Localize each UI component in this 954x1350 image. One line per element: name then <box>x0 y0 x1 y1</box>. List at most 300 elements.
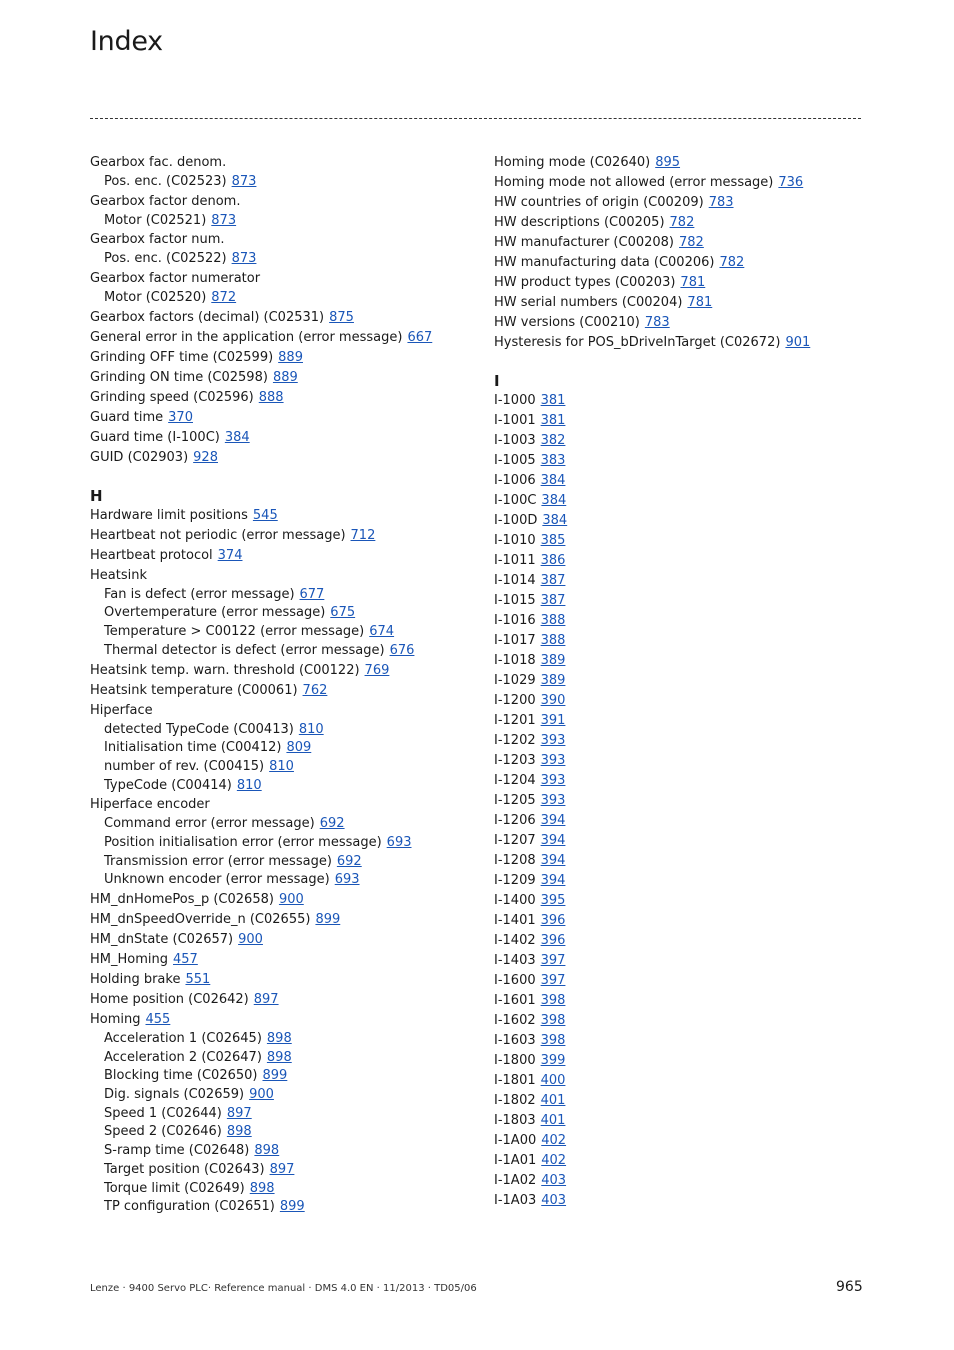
index-entry-text: I-1401 <box>494 913 536 928</box>
index-entry-text: HW manufacturer (C00208) <box>494 235 675 250</box>
index-entry-text: HW versions (C00210) <box>494 315 640 330</box>
page-link[interactable]: 693 <box>386 834 412 850</box>
page-link[interactable]: 374 <box>217 547 243 563</box>
index-subentry <box>90 721 480 740</box>
index-entry-text: Thermal detector is defect (error message) <box>104 642 385 658</box>
page-link[interactable]: 390 <box>540 693 566 708</box>
page-link[interactable]: 873 <box>231 251 257 267</box>
index-entry-text: Gearbox factor num. <box>90 232 225 248</box>
page-link[interactable]: 401 <box>540 1093 566 1108</box>
index-entry-text: Heatsink temp. warn. threshold (C00122) <box>90 662 360 678</box>
index-entry-text: Homing mode not allowed (error message) <box>494 175 774 190</box>
index-entry-text: Acceleration 1 (C02645) <box>104 1031 262 1046</box>
index-entry <box>90 950 480 970</box>
page-link[interactable]: 385 <box>540 533 566 548</box>
page-link[interactable]: 381 <box>540 413 566 428</box>
index-entry <box>494 571 874 591</box>
page-link[interactable]: 873 <box>231 174 257 189</box>
index-subentry <box>90 1067 480 1086</box>
page-link[interactable]: 781 <box>680 275 706 290</box>
page-link[interactable]: 899 <box>315 912 341 927</box>
index-entry <box>494 931 874 951</box>
page-link[interactable]: 901 <box>785 335 811 350</box>
index-entry-text: I-1209 <box>494 873 536 888</box>
index-entry-text: Command error (error message) <box>104 816 315 832</box>
index-entry-text: TypeCode (C00414) <box>104 777 232 793</box>
page-link[interactable]: 781 <box>687 295 713 310</box>
page-link[interactable]: 388 <box>540 613 566 628</box>
page-link[interactable]: 382 <box>540 433 566 448</box>
page-title: Index <box>90 26 163 57</box>
page-link[interactable]: 384 <box>224 429 250 445</box>
page-link[interactable]: 769 <box>364 662 390 678</box>
index-entry-text: TP configuration (C02651) <box>104 1199 275 1215</box>
page-link[interactable]: 782 <box>719 255 745 270</box>
index-entry <box>90 526 480 546</box>
index-entry-text: Pos. enc. (C02522) <box>104 251 227 267</box>
page-link[interactable]: 402 <box>541 1153 567 1168</box>
index-entry-text: I-1A02 <box>494 1173 537 1188</box>
index-entry-text: I-1A00 <box>494 1133 537 1148</box>
page-link[interactable]: 872 <box>211 290 237 306</box>
index-entry-text: Homing mode (C02640) <box>494 155 651 170</box>
page-link[interactable]: 677 <box>299 586 325 602</box>
index-entry-text: Homing <box>90 1012 141 1027</box>
page-link[interactable]: 889 <box>272 369 298 385</box>
index-subentry <box>90 642 480 661</box>
index-entry-text: I-1006 <box>494 473 536 488</box>
page-link[interactable]: 389 <box>540 673 566 688</box>
index-entry-text: Hiperface encoder <box>90 797 210 813</box>
index-entry <box>90 328 480 348</box>
index-entry <box>494 471 874 491</box>
page-link[interactable]: 898 <box>266 1031 292 1046</box>
page-link[interactable]: 395 <box>540 893 566 908</box>
index-entry <box>494 391 874 411</box>
index-entry-text: I-1400 <box>494 893 536 908</box>
index-entry-text: I-1201 <box>494 713 536 728</box>
page-link[interactable]: 387 <box>540 593 566 608</box>
index-entry <box>494 891 874 911</box>
index-entry-text: Guard time (I-100C) <box>90 429 220 445</box>
index-entry <box>90 192 480 212</box>
page-link[interactable]: 900 <box>238 932 263 947</box>
index-entry-text: Heartbeat protocol <box>90 547 213 563</box>
page-link[interactable]: 899 <box>279 1199 305 1215</box>
index-subentry <box>90 1105 480 1124</box>
index-entry-text: Home position (C02642) <box>90 992 249 1007</box>
page-link[interactable]: 397 <box>540 973 566 988</box>
index-entry-text: Acceleration 2 (C02647) <box>104 1049 262 1065</box>
page-link[interactable]: 810 <box>298 721 324 737</box>
index-entry <box>494 591 874 611</box>
index-entry-text: I-1403 <box>494 953 536 968</box>
index-entry <box>494 831 874 851</box>
index-entry-text: Gearbox factors (decimal) (C02531) <box>90 309 325 325</box>
index-entry-text: I-1402 <box>494 933 536 948</box>
index-entry-text: HW serial numbers (C00204) <box>494 295 683 310</box>
index-subentry <box>90 815 480 834</box>
page-link[interactable]: 457 <box>173 952 198 967</box>
index-entry-text: I-1018 <box>494 653 536 668</box>
index-entry <box>90 388 480 408</box>
index-entry <box>494 631 874 651</box>
index-entry-text: I-1001 <box>494 413 536 428</box>
page-link[interactable]: 394 <box>540 833 566 848</box>
index-entry-text: Grinding speed (C02596) <box>90 389 254 405</box>
index-entry-text: I-1802 <box>494 1093 536 1108</box>
index-entry <box>90 348 480 368</box>
index-entry <box>494 1111 874 1131</box>
page-link[interactable]: 676 <box>389 642 415 658</box>
index-entry-text: I-1204 <box>494 773 536 788</box>
index-entry <box>494 253 874 273</box>
page-link[interactable]: 898 <box>226 1124 252 1140</box>
index-entry-text: I-1016 <box>494 613 536 628</box>
index-entry-text: I-100C <box>494 493 537 508</box>
index-entry <box>90 230 480 250</box>
page-link[interactable]: 370 <box>168 409 193 425</box>
index-entry-text: Motor (C02521) <box>104 212 207 228</box>
index-column-right <box>494 153 874 1211</box>
index-section-letter: H <box>90 486 103 505</box>
page-link[interactable]: 895 <box>655 155 681 170</box>
index-entry <box>494 691 874 711</box>
index-entry-text: Fan is defect (error message) <box>104 586 295 602</box>
index-entry <box>90 990 480 1010</box>
index-entry <box>494 293 874 313</box>
index-entry <box>494 731 874 751</box>
index-entry <box>494 711 874 731</box>
index-entry-text: I-1206 <box>494 813 536 828</box>
index-entry <box>90 1010 480 1030</box>
index-entry-text: Unknown encoder (error message) <box>104 872 330 888</box>
index-subentry <box>90 1123 480 1142</box>
index-subentry <box>90 1180 480 1199</box>
index-subentry <box>90 289 480 308</box>
page-link[interactable]: 381 <box>540 393 566 408</box>
page-link[interactable]: 898 <box>266 1049 292 1065</box>
index-entry <box>494 871 874 891</box>
page-link[interactable]: 897 <box>226 1105 252 1121</box>
index-entry <box>90 890 480 910</box>
page-link[interactable]: 875 <box>329 309 354 325</box>
index-entry-text: Temperature > C00122 (error message) <box>104 624 365 640</box>
page-link[interactable]: 897 <box>269 1161 295 1177</box>
index-entry-text: I-1011 <box>494 553 536 568</box>
index-entry-text: I-1800 <box>494 1053 536 1068</box>
page-link[interactable]: 402 <box>541 1133 567 1148</box>
index-entry <box>90 701 480 721</box>
index-entry <box>90 269 480 289</box>
page-link[interactable]: 398 <box>540 1013 566 1028</box>
index-subentry <box>90 1030 480 1049</box>
page-link[interactable]: 384 <box>540 473 566 488</box>
index-entry-text: I-1602 <box>494 1013 536 1028</box>
page-link[interactable]: 783 <box>644 315 670 330</box>
page-link[interactable]: 384 <box>541 493 567 508</box>
index-entry <box>494 851 874 871</box>
index-entry-text: HW countries of origin (C00209) <box>494 195 704 210</box>
index-entry <box>494 313 874 333</box>
page-link[interactable]: 398 <box>540 1033 566 1048</box>
index-subentry <box>90 173 480 192</box>
page-link[interactable]: 712 <box>350 527 376 543</box>
index-entry-text: Torque limit (C02649) <box>104 1180 245 1196</box>
index-entry-text: I-1000 <box>494 393 536 408</box>
index-entry-text: I-1601 <box>494 993 536 1008</box>
index-section-letter: I <box>494 372 500 390</box>
index-entry-text: detected TypeCode (C00413) <box>104 721 294 737</box>
page-link[interactable]: 897 <box>253 992 279 1007</box>
index-entry-text: Overtemperature (error message) <box>104 605 326 621</box>
page-link[interactable]: 388 <box>540 633 566 648</box>
index-entry <box>494 1131 874 1151</box>
page-link[interactable]: 692 <box>336 853 362 869</box>
index-entry <box>494 411 874 431</box>
index-subentry <box>90 834 480 853</box>
index-subentry <box>90 1086 480 1105</box>
index-entry <box>494 451 874 471</box>
index-entry-text: I-1A01 <box>494 1153 537 1168</box>
index-entry <box>494 1071 874 1091</box>
index-entry <box>494 751 874 771</box>
page-link[interactable]: 809 <box>286 740 312 756</box>
page-link[interactable]: 736 <box>778 175 804 190</box>
index-entry-text: Gearbox fac. denom. <box>90 155 227 170</box>
index-entry-text: I-1202 <box>494 733 536 748</box>
index-entry <box>494 671 874 691</box>
page-link[interactable]: 782 <box>669 215 695 230</box>
index-entry <box>90 681 480 701</box>
index-entry <box>494 193 874 213</box>
index-entry <box>90 546 480 566</box>
index-entry <box>494 911 874 931</box>
index-entry-text: Holding brake <box>90 972 181 987</box>
footer-page-number: 965 <box>836 1279 863 1295</box>
page-link[interactable]: 399 <box>540 1053 566 1068</box>
index-entry-text: Heatsink <box>90 567 147 583</box>
index-entry-text: Gearbox factor denom. <box>90 193 241 209</box>
page-link[interactable]: 900 <box>249 1087 274 1103</box>
page-link[interactable]: 873 <box>211 212 237 228</box>
index-subentry <box>90 758 480 777</box>
page-link[interactable]: 394 <box>540 853 566 868</box>
index-entry-text: I-1005 <box>494 453 536 468</box>
index-entry-text: Gearbox factor numerator <box>90 271 261 287</box>
index-entry-text: Heatsink temperature (C00061) <box>90 682 298 698</box>
page-link[interactable]: 394 <box>540 813 566 828</box>
page-link[interactable]: 693 <box>334 872 360 888</box>
index-entry <box>494 991 874 1011</box>
page-link[interactable]: 692 <box>319 816 345 832</box>
index-subentry <box>90 853 480 872</box>
index-entry <box>90 448 480 468</box>
index-entry <box>90 661 480 681</box>
index-entry <box>494 651 874 671</box>
index-entry <box>494 491 874 511</box>
page-link[interactable]: 551 <box>185 972 211 987</box>
index-entry <box>494 611 874 631</box>
index-entry-text: HW product types (C00203) <box>494 275 676 290</box>
index-subentry <box>90 212 480 231</box>
index-entry-text: GUID (C02903) <box>90 449 189 465</box>
index-entry <box>494 273 874 293</box>
index-entry-text: S-ramp time (C02648) <box>104 1143 250 1159</box>
index-entry <box>90 368 480 388</box>
index-entry <box>494 1011 874 1031</box>
page-link[interactable]: 396 <box>540 933 566 948</box>
page-link[interactable]: 391 <box>540 713 566 728</box>
index-entry <box>90 970 480 990</box>
index-subentry <box>90 623 480 642</box>
index-subentry <box>90 1198 480 1217</box>
index-entry <box>494 1091 874 1111</box>
index-entry-text: Transmission error (error message) <box>104 853 332 869</box>
index-entry-text: Hiperface <box>90 702 153 718</box>
page-link[interactable]: 401 <box>540 1113 566 1128</box>
page-link[interactable]: 674 <box>369 624 395 640</box>
page-link[interactable]: 667 <box>407 329 433 345</box>
page-link[interactable]: 383 <box>540 453 566 468</box>
index-entry-text: Dig. signals (C02659) <box>104 1087 245 1103</box>
page-link[interactable]: 889 <box>278 349 303 365</box>
page-link[interactable]: 928 <box>193 449 218 465</box>
page-link[interactable]: 393 <box>540 773 566 788</box>
page-link[interactable]: 398 <box>540 993 566 1008</box>
index-entry-text: I-1205 <box>494 793 536 808</box>
page-link[interactable]: 396 <box>540 913 566 928</box>
page-link[interactable]: 810 <box>236 777 262 793</box>
footer-doc-info: Lenze · 9400 Servo PLC· Reference manual · DMS 4.0 EN · 11/2013 · TD05/06 <box>90 1283 477 1294</box>
index-entry-text: Initialisation time (C00412) <box>104 740 282 756</box>
index-subentry <box>90 1142 480 1161</box>
index-subentry <box>90 1049 480 1068</box>
index-entry <box>494 551 874 571</box>
index-entry-text: I-1603 <box>494 1033 536 1048</box>
index-entry <box>90 910 480 930</box>
index-entry <box>494 333 874 353</box>
page-link[interactable]: 899 <box>262 1068 288 1084</box>
page-link[interactable]: 545 <box>252 507 278 523</box>
page-link[interactable]: 762 <box>302 682 328 698</box>
index-entry-text: I-1017 <box>494 633 536 648</box>
index-entry-text: I-1207 <box>494 833 536 848</box>
page-link[interactable]: 898 <box>254 1143 280 1159</box>
index-entry-text: HM_dnHomePos_p (C02658) <box>90 892 274 907</box>
index-entry-text: I-1014 <box>494 573 536 588</box>
index-entry-text: Grinding OFF time (C02599) <box>90 349 274 365</box>
index-entry <box>494 531 874 551</box>
index-entry <box>494 431 874 451</box>
index-entry <box>90 795 480 815</box>
index-entry <box>494 971 874 991</box>
page-link[interactable]: 403 <box>541 1173 567 1188</box>
index-entry-text: I-1003 <box>494 433 536 448</box>
page-link[interactable]: 394 <box>540 873 566 888</box>
index-entry <box>90 428 480 448</box>
index-entry-text: I-1029 <box>494 673 536 688</box>
page-link[interactable]: 387 <box>540 573 566 588</box>
index-subentry <box>90 871 480 890</box>
index-entry <box>90 930 480 950</box>
page-link[interactable]: 782 <box>679 235 704 250</box>
index-entry <box>494 1171 874 1191</box>
index-subentry <box>90 1161 480 1180</box>
index-entry <box>494 1151 874 1171</box>
page-link[interactable]: 386 <box>540 553 566 568</box>
page-link[interactable]: 389 <box>540 653 566 668</box>
page-link[interactable]: 384 <box>542 513 568 528</box>
index-entry <box>494 951 874 971</box>
page-link[interactable]: 783 <box>708 195 734 210</box>
index-entry <box>90 308 480 328</box>
index-entry <box>494 1051 874 1071</box>
index-entry-text: HM_dnState (C02657) <box>90 932 234 947</box>
index-entry-text: Speed 2 (C02646) <box>104 1124 222 1140</box>
index-entry-text: I-1208 <box>494 853 536 868</box>
page-link[interactable]: 393 <box>540 753 566 768</box>
index-entry-text: I-1801 <box>494 1073 536 1088</box>
index-entry-text: HW descriptions (C00205) <box>494 215 665 230</box>
index-entry-text: Position initialisation error (error message) <box>104 834 382 850</box>
index-entry-text: HW manufacturing data (C00206) <box>494 255 715 270</box>
index-entry-text: HM_Homing <box>90 952 168 967</box>
index-entry <box>494 811 874 831</box>
index-entry-text: Speed 1 (C02644) <box>104 1105 222 1121</box>
index-entry-text: number of rev. (C00415) <box>104 758 265 774</box>
index-entry-text: Grinding ON time (C02598) <box>90 369 268 385</box>
index-entry <box>90 153 480 173</box>
page-link[interactable]: 400 <box>540 1073 566 1088</box>
index-subentry <box>90 739 480 758</box>
index-entry-text: Blocking time (C02650) <box>104 1068 258 1084</box>
index-entry <box>494 511 874 531</box>
index-entry <box>90 566 480 586</box>
index-subentry <box>90 604 480 623</box>
page-link[interactable]: 888 <box>258 389 284 405</box>
index-entry <box>494 1031 874 1051</box>
index-subentry <box>90 777 480 796</box>
index-entry-text: I-1200 <box>494 693 536 708</box>
index-subentry <box>90 250 480 269</box>
index-entry-text: Heartbeat not periodic (error message) <box>90 527 346 543</box>
index-entry-text: Guard time <box>90 409 164 425</box>
page-link[interactable]: 397 <box>540 953 566 968</box>
index-entry-text: Pos. enc. (C02523) <box>104 174 227 189</box>
page-link[interactable]: 898 <box>249 1180 275 1196</box>
page-link[interactable]: 900 <box>278 892 304 907</box>
page-link[interactable]: 675 <box>330 605 356 621</box>
index-entry-text: I-1203 <box>494 753 536 768</box>
index-entry <box>90 408 480 428</box>
index-entry-text: I-100D <box>494 513 538 528</box>
index-entry-text: Motor (C02520) <box>104 290 207 306</box>
index-entry-text: Hardware limit positions <box>90 507 248 523</box>
index-entry <box>494 771 874 791</box>
index-entry-text: I-1600 <box>494 973 536 988</box>
index-entry-text: I-1A03 <box>494 1193 537 1208</box>
index-entry <box>494 791 874 811</box>
page-link[interactable]: 393 <box>540 733 566 748</box>
page-link[interactable]: 393 <box>540 793 566 808</box>
page-link[interactable]: 810 <box>269 758 294 774</box>
index-entry <box>494 153 874 173</box>
page-link[interactable]: 403 <box>541 1193 567 1208</box>
index-entry-text: Hysteresis for POS_bDriveInTarget (C02672) <box>494 335 781 350</box>
index-entry <box>494 233 874 253</box>
page-link[interactable]: 455 <box>145 1012 171 1027</box>
